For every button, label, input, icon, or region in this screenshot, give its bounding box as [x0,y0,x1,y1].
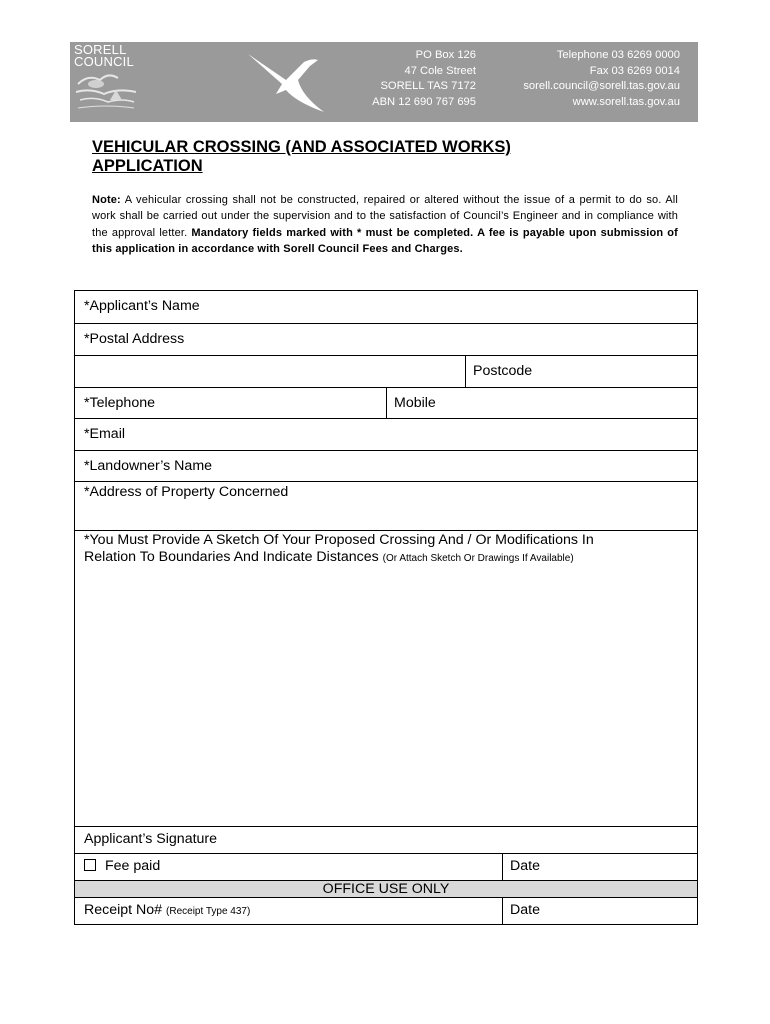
postal-address-field[interactable] [75,324,697,356]
sketch-instructions-line1: *You Must Provide A Sketch Of Your Proposed Crossing And / Or Modifications In [84,532,594,548]
address-line: SORELL TAS 7172 [380,80,476,92]
email-line: sorell.council@sorell.tas.gov.au [523,80,680,92]
signature-field[interactable] [75,827,697,854]
property-address-label: *Address of Property Concerned [84,484,289,500]
applicant-name-label: *Applicant’s Name [84,298,200,314]
receipt-row [75,898,697,925]
abn-line: ABN 12 690 767 695 [372,95,476,108]
letterhead-banner [70,42,698,122]
note-label: Note: [92,194,121,206]
council-logo [74,44,138,114]
date-field[interactable] [502,854,697,880]
signature-label: Applicant’s Signature [84,831,218,847]
mobile-field[interactable] [386,388,697,418]
note-text: A vehicular crossing shall not be constructed, repaired or altered without the issue of a permit to do so. All work shall be carried out under the supervision and to the satisfaction of Council’s Engineer and in compliance with the approval letter. [92,194,678,239]
address-line: PO Box 126 [415,49,476,61]
title-line2: APPLICATION [92,157,203,175]
date-label: Date [510,858,540,874]
receipt-label: Receipt No# [84,902,167,918]
address-line: 47 Cole Street [404,64,476,77]
postcode-field[interactable] [465,356,697,387]
website-line: www.sorell.tas.gov.au [572,95,680,108]
fee-paid-label: Fee paid [105,858,161,874]
logo-line2: COUNCIL [74,54,134,69]
fee-paid-item [84,858,160,874]
property-address-field[interactable] [75,482,697,531]
landowner-name-label: *Landowner’s Name [84,458,213,474]
logo-line1: SORELL [74,42,127,57]
sketch-area[interactable] [75,531,697,827]
email-field[interactable] [75,419,697,451]
note-paragraph [92,192,678,257]
fee-paid-checkbox[interactable] [84,859,96,871]
office-date-field[interactable] [502,898,697,924]
postal-address-line2[interactable] [75,356,697,388]
email-label: *Email [84,426,125,442]
office-date-label: Date [510,902,540,918]
telephone-row [75,388,697,419]
sketch-instructions-text: Relation To Boundaries And Indicate Distances [84,549,383,565]
office-use-label: OFFICE USE ONLY [322,881,450,897]
receipt-note: (Receipt Type 437) [166,906,251,917]
receipt-field[interactable] [84,902,250,918]
sketch-instructions [84,532,594,567]
applicant-name-field[interactable] [75,291,697,324]
mobile-label: Mobile [394,395,436,411]
postcode-label: Postcode [473,363,533,379]
council-address [356,48,476,110]
telephone-line: Telephone 03 6269 0000 [556,49,680,61]
mandatory-note: Mandatory fields marked with * must be completed. A fee is payable upon submission of this application in accordance with Sorell Council Fees and Charges. [92,226,678,255]
fee-row [75,854,697,881]
sketch-instructions-line2 [84,549,594,567]
council-contact [490,48,680,110]
landowner-name-field[interactable] [75,451,697,482]
postal-address-label: *Postal Address [84,331,185,347]
telephone-label: *Telephone [84,395,155,411]
logo-text [74,44,134,68]
office-use-header [75,881,697,898]
title-line1: VEHICULAR CROSSING (AND ASSOCIATED WORKS) [92,138,511,156]
form-title [92,138,511,176]
application-form [74,290,698,925]
fax-line: Fax 03 6269 0014 [589,64,680,77]
sketch-note: (Or Attach Sketch Or Drawings If Available) [382,553,574,564]
bird-icon [246,50,326,116]
logo-emblem-icon [74,70,138,114]
